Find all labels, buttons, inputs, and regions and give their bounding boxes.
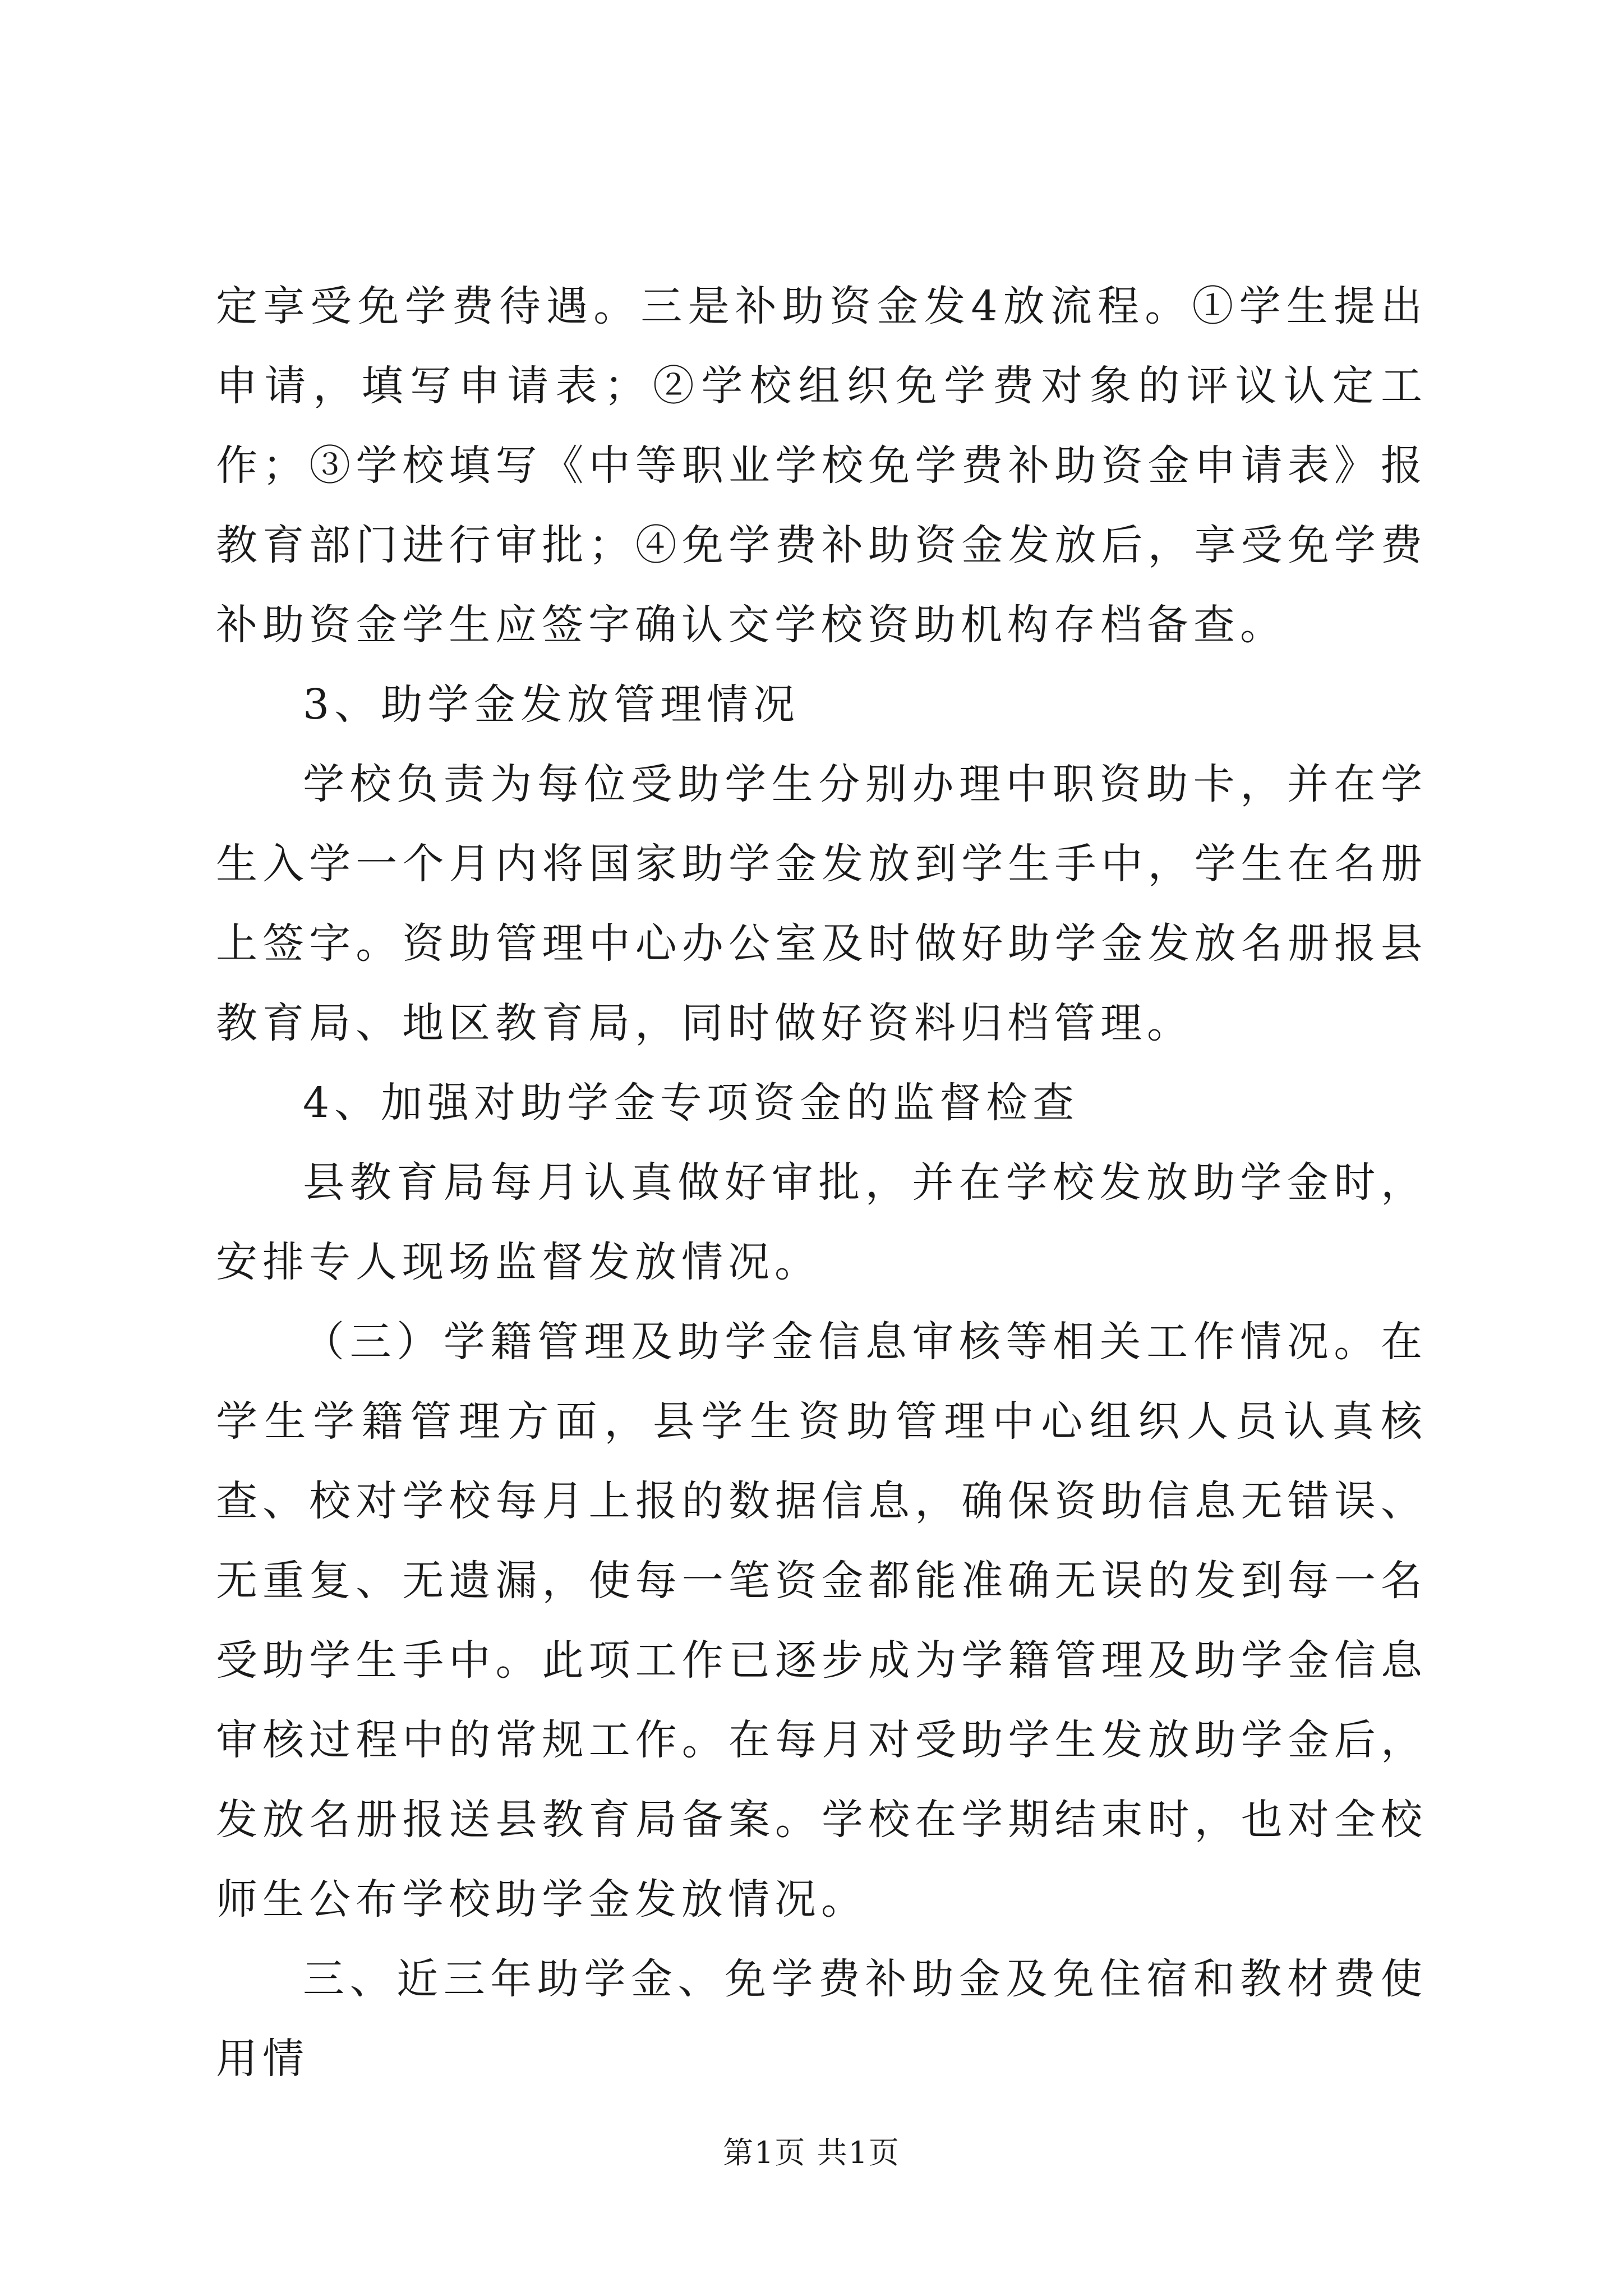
page-number-footer: 第1页 共1页 (723, 2135, 900, 2170)
section-heading-3: 3、助学金发放管理情况 (303, 680, 800, 729)
document-body (216, 266, 1427, 2099)
paragraph-enrollment-management: （三）学籍管理及助学金信息审核等相关工作情况。在学生学籍管理方面，县学生资助管理中心组织人员认真核查、校对学校每月上报的数据信息，确保资助信息无错误、无重复、无遗漏，使每一笔资金都能准确无误的发到每一名受助学生手中。此项工作已逐步成为学籍管理及助学金信息审核过程中的常规工作。在每月对受助学生发放助学金后，发放名册报送县教育局备案。学校在学期结束时，也对全校师生公布学校助学金发放情况。 (216, 1318, 1427, 1924)
section-heading-4: 4、加强对助学金专项资金的监督检查 (303, 1079, 1080, 1127)
paragraph-continuation: 定享受免学费待遇。三是补助资金发4放流程。①学生提出申请，填写申请表；②学校组织免学费对象的评议认定工作；③学校填写《中等职业学校免学费补助资金申请表》报教育部门进行审批；④免学费补助资金发放后，享受免学费补助资金学生应签字确认交学校资助机构存档备查。 (216, 282, 1427, 649)
paragraph-supervision: 县教育局每月认真做好审批，并在学校发放助学金时，安排专人现场监督发放情况。 (216, 1158, 1427, 1286)
paragraph-grant-distribution: 学校负责为每位受助学生分别办理中职资助卡，并在学生入学一个月内将国家助学金发放到学生手中，学生在名册上签字。资助管理中心办公室及时做好助学金发放名册报县教育局、地区教育局，同时做好资料归档管理。 (216, 760, 1427, 1047)
section-heading-three: 三、近三年助学金、免学费补助金及免住宿和教材费使用情 (216, 1955, 1427, 2083)
